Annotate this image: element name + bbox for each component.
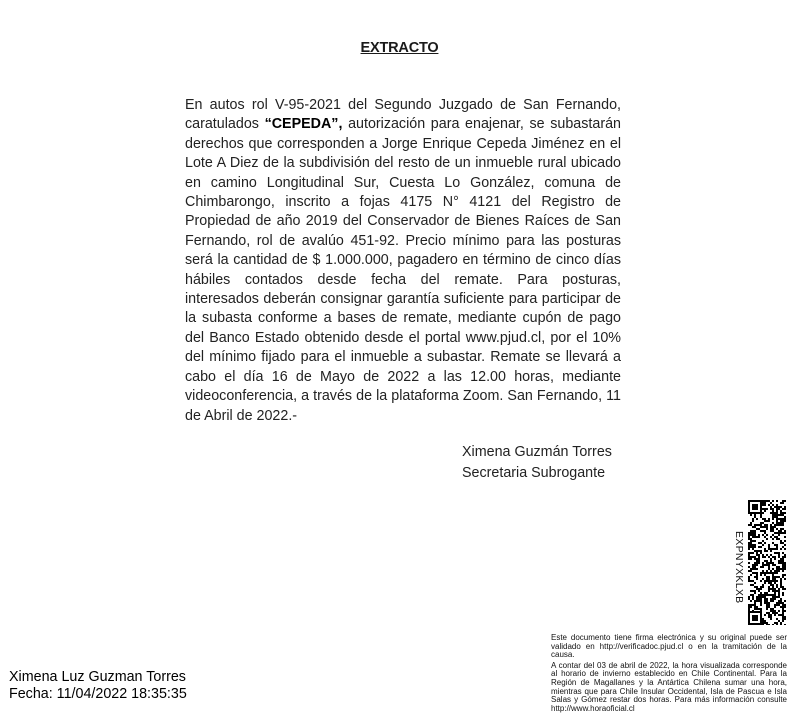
notice-timezone: A contar del 03 de abril de 2022, la hora visualizada corresponde al horario de invierno establecido en Chile Continental. Para la Región de Magallanes y la Antártica Chilena sumar una hora, mientras que para Chile Insular Occidental, Isla de Pascua e Isla Salas y Gómez restar dos horas. Para más información consulte http://www.horaoficial.cl xyxy=(551,660,787,713)
qr-code-icon xyxy=(748,500,786,625)
signature-role: Secretaria Subrogante xyxy=(462,464,606,481)
document-title: EXTRACTO xyxy=(360,40,439,56)
signer-stamp xyxy=(9,669,187,703)
signature-block xyxy=(462,442,612,483)
document-body xyxy=(185,96,621,426)
body-text-main: autorización para enajenar, se subastarán derechos que corresponden a Jorge Enrique Cepeda Jiménez en el Lote A Diez de la subdivisión del resto de un inmueble rural ubicado en camino Longitudinal Sur, Cuesta Lo González, comuna de Chimbarongo, inscrito a fojas 4175 N° 4121 del Registro de Propiedad de año 2019 del Conservador de Bienes Raíces de San Fernando, rol de avalúo 451-92. Precio mínimo para las posturas será la cantidad de $ 1.000.000, pagadero en término de cinco días hábiles contados desde fecha del remate. Para posturas, interesados deberán consignar garantía suficiente para participar de la subasta conforme a bases de remate, mediante cupón de pago del Banco Estado obtenido desde el portal www.pjud.cl, por el 10% del mínimo fijado para el inmueble a subastar. Remate se llevará a cabo el día 16 de Mayo de 2022 a las 12.00 horas, mediante videoconferencia, a través de la plataforma Zoom. San Fernando, 11 de Abril de 2022.- xyxy=(185,116,621,424)
verification-code: EXPNYXKLXB xyxy=(733,531,745,604)
verification-notice xyxy=(551,634,787,715)
signer-name: Ximena Luz Guzman Torres xyxy=(9,669,186,685)
case-caption: “CEPEDA”, xyxy=(264,116,343,133)
signer-date: Fecha: 11/04/2022 18:35:35 xyxy=(9,686,187,702)
notice-signature: Este documento tiene firma electrónica y su original puede ser validado en http://verificadoc.pjud.cl o en la tramitación de la causa. xyxy=(551,633,787,660)
body-text-intro: En autos rol V-95-2021 del Segundo Juzgado de San Fernando, caratulados xyxy=(185,97,621,133)
signature-name: Ximena Guzmán Torres xyxy=(462,444,612,460)
